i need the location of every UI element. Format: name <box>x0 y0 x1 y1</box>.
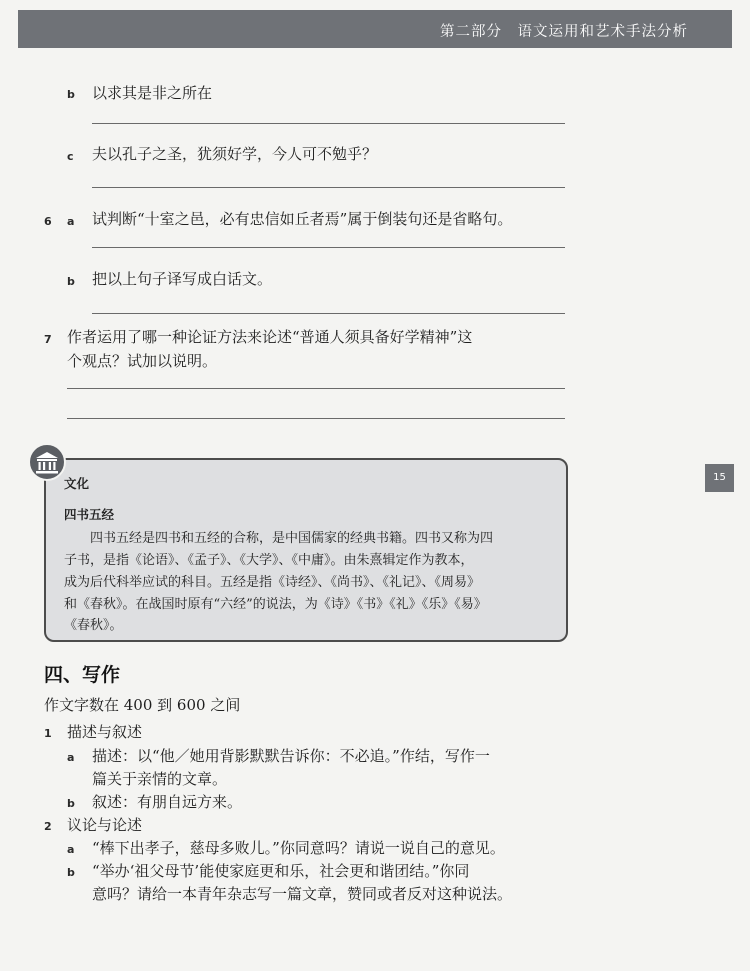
answer-line-7b[interactable] <box>67 418 565 419</box>
writing-item-2b-line1: “举办‘祖父母节’能使家庭更和乐，社会更和谐团结。”你同 <box>92 862 470 880</box>
culture-line-2: 子书，是指《论语》、《孟子》、《大学》、《中庸》。由朱熹辑定作为教本， <box>64 553 474 568</box>
culture-line-5: 《春秋》。 <box>64 618 123 633</box>
question-7-number: 7 <box>44 333 52 346</box>
writing-item-2a-marker: a <box>67 843 75 856</box>
section-title: 第二部分 语文运用和艺术手法分析 <box>440 24 688 40</box>
page-number-tab <box>705 464 734 492</box>
question-6a-text: 试判断“十室之邑，必有忠信如丘者焉”属于倒装句还是省略句。 <box>92 210 513 228</box>
writing-item-1a-marker: a <box>67 751 75 764</box>
writing-item-2a-text: “棒下出孝子，慈母多败儿。”你同意吗？请说一说自己的意见。 <box>92 839 505 857</box>
writing-item-1a-line1: 描述：以“他／她用背影默默告诉你：不必追。”作结，写作一 <box>92 747 490 765</box>
answer-line-5b[interactable] <box>92 123 565 124</box>
writing-item-1-title: 描述与叙述 <box>67 723 143 741</box>
culture-line-1: 四书五经是四书和五经的合称，是中国儒家的经典书籍。四书又称为四 <box>90 531 494 546</box>
writing-item-1b-marker: b <box>67 797 75 810</box>
question-6b-marker: b <box>67 275 75 288</box>
temple-icon <box>28 443 66 481</box>
header-bar <box>18 10 732 48</box>
writing-intro: 作文字数在 400 到 600 之间 <box>44 696 241 714</box>
question-7-line1: 作者运用了哪一种论证方法来论述“普通人须具备好学精神”这 <box>67 328 473 346</box>
question-5b-text: 以求其是非之所在 <box>92 84 213 102</box>
question-6a-marker: a <box>67 215 75 228</box>
question-6b-text: 把以上句子译写成白话文。 <box>92 270 273 288</box>
answer-line-6a[interactable] <box>92 247 565 248</box>
writing-item-1b-text: 叙述：有朋自远方来。 <box>92 793 243 811</box>
writing-item-2b-marker: b <box>67 866 75 879</box>
answer-line-7a[interactable] <box>67 388 565 389</box>
writing-item-2b-line2: 意吗？请给一本青年杂志写一篇文章，赞同或者反对这种说法。 <box>92 885 513 903</box>
question-7-line2: 个观点？试加以说明。 <box>67 352 218 370</box>
culture-line-3: 成为后代科举应试的科目。五经是指《诗经》、《尚书》、《礼记》、《周易》 <box>64 575 481 590</box>
question-5c-text: 夫以孔子之圣，犹须好学，今人可不勉乎？ <box>92 145 378 163</box>
writing-item-2-title: 议论与论述 <box>67 816 143 834</box>
page-number: 15 <box>713 472 726 483</box>
answer-line-6b[interactable] <box>92 313 565 314</box>
writing-item-1a-line2: 篇关于亲情的文章。 <box>92 770 228 788</box>
culture-line-4: 和《春秋》。在战国时原有“六经”的说法，为《诗》《书》《礼》《乐》《易》 <box>64 597 487 612</box>
answer-line-5c[interactable] <box>92 187 565 188</box>
culture-subtitle: 四书五经 <box>64 507 115 522</box>
writing-item-1-number: 1 <box>44 727 52 740</box>
question-6-number: 6 <box>44 215 52 228</box>
culture-label: 文化 <box>64 476 90 491</box>
writing-item-2-number: 2 <box>44 820 52 833</box>
question-5b-marker: b <box>67 88 75 101</box>
writing-section-title: 四、写作 <box>44 664 121 686</box>
question-5c-marker: c <box>67 150 74 163</box>
